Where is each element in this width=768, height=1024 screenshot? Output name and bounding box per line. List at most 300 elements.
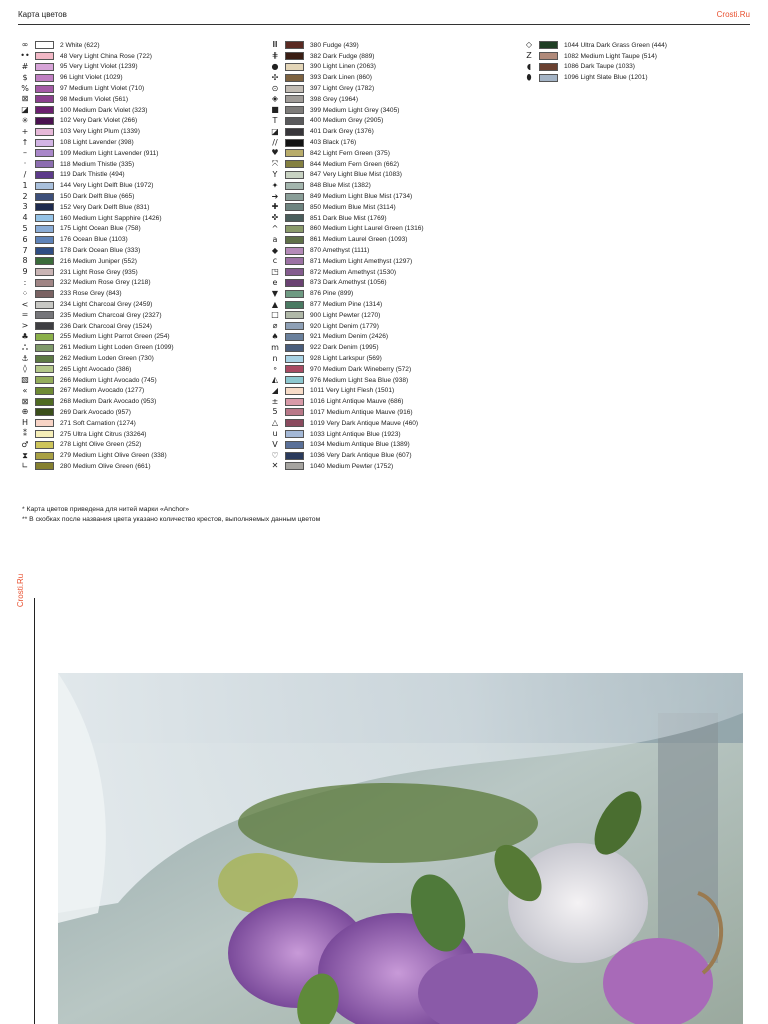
color-key-row xyxy=(268,126,513,137)
color-key-row xyxy=(18,202,253,213)
thread-color-label: 393 Dark Linen (860) xyxy=(310,74,372,82)
thread-color-label: 860 Medium Light Laurel Green (1316) xyxy=(310,225,424,233)
thread-color-label: 861 Medium Laurel Green (1093) xyxy=(310,236,408,244)
color-key-row xyxy=(268,439,513,450)
thread-color-label: 150 Dark Delft Blue (665) xyxy=(60,193,135,201)
stitch-symbol: ⤧ xyxy=(271,159,279,169)
thread-color-label: 900 Light Pewter (1270) xyxy=(310,311,381,319)
stitch-symbol: ▧ xyxy=(21,375,29,385)
thread-color-swatch xyxy=(35,365,54,373)
thread-color-swatch xyxy=(285,322,304,330)
color-key-column-1 xyxy=(18,40,253,472)
thread-color-swatch xyxy=(285,290,304,298)
thread-color-swatch xyxy=(35,387,54,395)
color-key-row xyxy=(18,450,253,461)
color-key-row xyxy=(18,148,253,159)
thread-color-swatch xyxy=(35,268,54,276)
lilac-painting-preview xyxy=(58,673,743,1024)
color-key-row xyxy=(268,450,513,461)
thread-color-swatch xyxy=(285,441,304,449)
thread-color-label: 398 Grey (1964) xyxy=(310,95,359,103)
thread-color-label: 851 Dark Blue Mist (1769) xyxy=(310,214,387,222)
thread-color-swatch xyxy=(285,85,304,93)
thread-color-label: 877 Medium Pine (1314) xyxy=(310,301,383,309)
margin-divider xyxy=(34,598,35,1024)
thread-color-label: 976 Medium Light Sea Blue (938) xyxy=(310,376,409,384)
stitch-symbol: •• xyxy=(20,51,30,61)
stitch-symbol: ♡ xyxy=(271,450,279,460)
color-key-row xyxy=(268,407,513,418)
color-key-row xyxy=(268,288,513,299)
stitch-symbol: ♥ xyxy=(271,148,279,158)
thread-color-swatch xyxy=(35,106,54,114)
stitch-symbol: Y xyxy=(272,169,278,179)
thread-color-swatch xyxy=(285,95,304,103)
stitch-symbol: 6 xyxy=(22,234,28,244)
stitch-symbol: ♣ xyxy=(21,331,29,341)
thread-color-swatch xyxy=(35,193,54,201)
stitch-symbol: c xyxy=(272,256,278,266)
stitch-symbol: ↑ xyxy=(21,137,29,147)
stitch-symbol: ∘ xyxy=(272,364,278,374)
thread-color-label: 1019 Very Dark Antique Mauve (460) xyxy=(310,419,419,427)
stitch-symbol: ⊠ xyxy=(21,94,29,104)
thread-color-swatch xyxy=(285,160,304,168)
stitch-symbol: ✣ xyxy=(271,72,279,82)
stitch-symbol: ^ xyxy=(271,223,279,233)
color-key-row xyxy=(18,137,253,148)
color-key-row xyxy=(268,353,513,364)
thread-color-label: 397 Light Grey (1782) xyxy=(310,85,375,93)
thread-color-swatch xyxy=(285,236,304,244)
color-key-row xyxy=(18,461,253,472)
color-key-row xyxy=(18,126,253,137)
thread-color-swatch xyxy=(35,376,54,384)
thread-color-label: 96 Light Violet (1029) xyxy=(60,74,123,82)
stitch-symbol: ∟ xyxy=(21,461,29,471)
thread-color-swatch xyxy=(35,257,54,265)
thread-color-label: 871 Medium Light Amethyst (1297) xyxy=(310,257,413,265)
thread-color-label: 236 Dark Charcoal Grey (1524) xyxy=(60,322,152,330)
thread-color-swatch xyxy=(285,419,304,427)
stitch-symbol: ◈ xyxy=(271,94,279,104)
thread-color-swatch xyxy=(35,344,54,352)
color-key-row xyxy=(268,40,513,51)
footnotes xyxy=(22,505,320,525)
thread-color-label: 928 Light Larkspur (569) xyxy=(310,355,382,362)
page-header xyxy=(18,8,750,25)
color-key-row xyxy=(18,245,253,256)
stitch-symbol: 1 xyxy=(22,180,28,190)
thread-color-label: 848 Blue Mist (1382) xyxy=(310,182,371,190)
stitch-symbol: ⋕ xyxy=(271,51,279,61)
color-key-row xyxy=(18,267,253,278)
thread-color-label: 1017 Medium Antique Mauve (916) xyxy=(310,408,413,416)
stitch-symbol: □ xyxy=(271,310,279,320)
color-key-row xyxy=(268,224,513,235)
stitch-symbol: m xyxy=(271,342,279,352)
color-key-row xyxy=(18,299,253,310)
stitch-symbol: $ xyxy=(22,72,28,82)
thread-color-label: 152 Very Dark Delft Blue (831) xyxy=(60,203,150,211)
thread-color-swatch xyxy=(285,257,304,265)
color-key-row xyxy=(268,116,513,127)
stitch-symbol: 8 xyxy=(22,256,28,266)
thread-color-label: 262 Medium Loden Green (730) xyxy=(60,355,154,362)
thread-color-swatch xyxy=(35,41,54,49)
color-key-row xyxy=(268,396,513,407)
stitch-symbol: : xyxy=(23,277,27,287)
stitch-symbol: ± xyxy=(271,396,279,406)
stitch-symbol: ◆ xyxy=(271,245,279,255)
thread-color-label: 390 Light Linen (2063) xyxy=(310,63,376,71)
thread-color-swatch xyxy=(35,441,54,449)
stitch-symbol: ∞ xyxy=(21,40,29,50)
thread-color-swatch xyxy=(539,52,558,60)
stitch-symbol: 5 xyxy=(272,407,278,417)
thread-color-swatch xyxy=(35,63,54,71)
stitch-symbol: ◖ xyxy=(526,61,532,71)
thread-color-swatch xyxy=(35,128,54,136)
stitch-symbol: ✦ xyxy=(271,180,279,190)
thread-color-swatch xyxy=(285,193,304,201)
thread-color-label: 97 Medium Light Violet (710) xyxy=(60,85,145,93)
thread-color-swatch xyxy=(285,41,304,49)
color-key-row xyxy=(268,256,513,267)
thread-color-swatch xyxy=(35,117,54,125)
stitch-symbol: ✕ xyxy=(271,461,279,471)
stitch-symbol: ஃ xyxy=(21,342,29,352)
color-key-row xyxy=(268,299,513,310)
thread-color-swatch xyxy=(285,279,304,287)
thread-color-swatch xyxy=(285,408,304,416)
thread-color-swatch xyxy=(285,128,304,136)
thread-color-swatch xyxy=(35,408,54,416)
color-key-row xyxy=(268,213,513,224)
thread-color-label: 267 Medium Avocado (1277) xyxy=(60,387,145,395)
thread-color-label: 280 Medium Olive Green (661) xyxy=(60,462,151,470)
thread-color-label: 231 Light Rose Grey (935) xyxy=(60,268,138,276)
color-key-row xyxy=(268,461,513,472)
stitch-symbol: ➔ xyxy=(271,191,279,201)
thread-color-label: 266 Medium Light Avocado (745) xyxy=(60,376,157,384)
color-key-row xyxy=(522,51,752,62)
thread-color-label: 403 Black (176) xyxy=(310,139,357,147)
stitch-symbol: / xyxy=(23,169,27,179)
stitch-symbol: % xyxy=(21,83,29,93)
color-key-row xyxy=(18,375,253,386)
thread-color-swatch xyxy=(35,279,54,287)
thread-color-label: 850 Medium Blue Mist (3114) xyxy=(310,203,396,211)
stitch-symbol: ◪ xyxy=(21,105,29,115)
thread-color-label: 876 Pine (899) xyxy=(310,290,354,298)
thread-color-swatch xyxy=(35,419,54,427)
thread-color-swatch xyxy=(285,311,304,319)
thread-color-label: 870 Amethyst (1111) xyxy=(310,247,370,255)
thread-color-swatch xyxy=(35,171,54,179)
thread-color-swatch xyxy=(285,398,304,406)
stitch-symbol: ◳ xyxy=(271,267,279,277)
stitch-symbol: ⬮ xyxy=(526,72,532,82)
thread-color-label: 873 Dark Amethyst (1056) xyxy=(310,279,387,287)
thread-color-swatch xyxy=(35,311,54,319)
color-key-row xyxy=(18,159,253,170)
color-key-row xyxy=(18,180,253,191)
thread-color-label: 1044 Ultra Dark Grass Green (444) xyxy=(564,41,667,49)
color-key-row xyxy=(268,170,513,181)
stitch-symbol: ✜ xyxy=(271,213,279,223)
thread-color-swatch xyxy=(35,160,54,168)
stitch-symbol: ◪ xyxy=(271,126,279,136)
thread-color-swatch xyxy=(285,203,304,211)
color-key-row xyxy=(18,364,253,375)
stitch-symbol: ✳ xyxy=(21,115,29,125)
thread-color-label: 1011 Very Light Flesh (1501) xyxy=(310,387,395,395)
thread-color-swatch xyxy=(35,322,54,330)
color-key-row xyxy=(268,332,513,343)
thread-color-swatch xyxy=(35,203,54,211)
stitch-symbol: △ xyxy=(271,418,279,428)
stitch-symbol: n xyxy=(272,353,278,363)
stitch-symbol: ▲ xyxy=(271,299,279,309)
thread-color-label: 278 Light Olive Green (252) xyxy=(60,441,142,449)
stitch-symbol: ♠ xyxy=(271,331,279,341)
thread-color-label: 118 Medium Thistle (335) xyxy=(60,160,135,168)
stitch-symbol: ◇ xyxy=(525,40,533,50)
thread-color-swatch xyxy=(35,95,54,103)
stitch-symbol: 5 xyxy=(22,223,28,233)
thread-color-swatch xyxy=(35,214,54,222)
color-key-row xyxy=(268,159,513,170)
thread-color-label: 401 Dark Grey (1376) xyxy=(310,128,374,136)
thread-color-label: 271 Soft Carnation (1274) xyxy=(60,419,136,427)
stitch-symbol: ⧗ xyxy=(22,450,28,460)
thread-color-swatch xyxy=(35,236,54,244)
color-key-row xyxy=(268,72,513,83)
thread-color-label: 255 Medium Light Parrot Green (254) xyxy=(60,333,170,341)
thread-color-label: 921 Medium Denim (2426) xyxy=(310,333,389,341)
thread-color-label: 95 Very Light Violet (1239) xyxy=(60,63,138,71)
stitch-symbol: ◊ xyxy=(23,364,27,374)
thread-color-swatch xyxy=(285,182,304,190)
thread-color-label: 160 Medium Light Sapphire (1426) xyxy=(60,214,162,222)
stitch-symbol: a xyxy=(272,234,278,244)
color-key-row xyxy=(18,353,253,364)
thread-color-label: 108 Light Lavender (398) xyxy=(60,139,134,147)
thread-color-swatch xyxy=(539,41,558,49)
thread-color-swatch xyxy=(539,74,558,82)
thread-color-swatch xyxy=(285,301,304,309)
color-key-row xyxy=(18,310,253,321)
color-key-row xyxy=(18,429,253,440)
thread-color-label: 1096 Light Slate Blue (1201) xyxy=(564,74,648,82)
thread-color-swatch xyxy=(35,74,54,82)
stitch-symbol: u xyxy=(272,429,278,439)
thread-color-swatch xyxy=(285,225,304,233)
thread-color-swatch xyxy=(285,106,304,114)
thread-color-swatch xyxy=(285,247,304,255)
stitch-symbol: ⊠ xyxy=(21,396,29,406)
color-key-row xyxy=(268,137,513,148)
color-key-row xyxy=(268,310,513,321)
stitch-symbol: 7 xyxy=(22,245,28,255)
thread-color-label: 399 Medium Light Grey (3405) xyxy=(310,106,400,114)
color-key-row xyxy=(268,148,513,159)
color-key-row xyxy=(268,83,513,94)
thread-color-swatch xyxy=(35,290,54,298)
footnote-brand: * Карта цветов приведена для нитей марки «Anchor» xyxy=(22,506,190,513)
thread-color-swatch xyxy=(35,149,54,157)
thread-color-label: 872 Medium Amethyst (1530) xyxy=(310,268,397,276)
color-key-row xyxy=(18,224,253,235)
thread-color-swatch xyxy=(35,430,54,438)
thread-color-label: 119 Dark Thistle (494) xyxy=(60,171,125,179)
stitch-symbol: ⁘ xyxy=(21,288,29,298)
thread-color-swatch xyxy=(285,117,304,125)
color-key-row xyxy=(522,40,752,51)
color-key-row xyxy=(18,72,253,83)
thread-color-swatch xyxy=(285,63,304,71)
thread-color-swatch xyxy=(35,452,54,460)
thread-color-label: 1033 Light Antique Blue (1923) xyxy=(310,430,401,438)
thread-color-swatch xyxy=(35,225,54,233)
thread-color-label: 849 Medium Light Blue Mist (1734) xyxy=(310,193,413,201)
thread-color-label: 233 Rose Grey (843) xyxy=(60,290,122,298)
color-key-row xyxy=(18,256,253,267)
thread-color-label: 400 Medium Grey (2905) xyxy=(310,117,384,125)
thread-color-swatch xyxy=(285,344,304,352)
stitch-symbol: < xyxy=(21,299,29,309)
thread-color-label: 109 Medium Light Lavender (911) xyxy=(60,149,159,157)
color-key-row xyxy=(522,72,752,83)
thread-color-label: 176 Ocean Blue (1103) xyxy=(60,236,128,244)
color-key-row xyxy=(268,278,513,289)
thread-color-swatch xyxy=(539,63,558,71)
color-key-row xyxy=(18,386,253,397)
stitch-symbol: 4 xyxy=(22,213,28,223)
color-key-row xyxy=(268,364,513,375)
thread-color-label: 234 Light Charcoal Grey (2459) xyxy=(60,301,153,309)
thread-color-label: 847 Very Light Blue Mist (1083) xyxy=(310,171,402,179)
side-brand xyxy=(14,572,24,612)
thread-color-label: 1036 Very Dark Antique Blue (607) xyxy=(310,452,412,460)
color-key-row xyxy=(268,267,513,278)
thread-color-swatch xyxy=(285,387,304,395)
thread-color-label: 144 Very Light Delft Blue (1972) xyxy=(60,182,154,190)
stitch-symbol: ◢ xyxy=(271,385,279,395)
thread-color-swatch xyxy=(285,376,304,384)
stitch-symbol: ▼ xyxy=(271,288,279,298)
stitch-symbol: T xyxy=(272,115,278,125)
stitch-symbol: e xyxy=(272,277,278,287)
color-key-row xyxy=(18,170,253,181)
color-key-row xyxy=(18,51,253,62)
color-key-row xyxy=(268,375,513,386)
stitch-symbol: ■ xyxy=(271,105,279,115)
color-key-row xyxy=(18,407,253,418)
thread-color-label: 269 Dark Avocado (957) xyxy=(60,408,131,416)
thread-color-swatch xyxy=(35,398,54,406)
color-key-row xyxy=(268,342,513,353)
color-key-column-2 xyxy=(268,40,513,472)
thread-color-label: 232 Medium Rose Grey (1218) xyxy=(60,279,151,287)
thread-color-label: 920 Light Denim (1779) xyxy=(310,322,379,330)
thread-color-swatch xyxy=(285,149,304,157)
thread-color-label: 922 Dark Denim (1995) xyxy=(310,344,379,352)
color-key-row xyxy=(18,321,253,332)
thread-color-label: 175 Light Ocean Blue (758) xyxy=(60,225,141,233)
thread-color-swatch xyxy=(285,268,304,276)
thread-color-label: 98 Medium Violet (561) xyxy=(60,95,129,103)
thread-color-swatch xyxy=(285,139,304,147)
color-key-row xyxy=(18,332,253,343)
thread-color-swatch xyxy=(285,355,304,363)
thread-color-label: 1040 Medium Pewter (1752) xyxy=(310,462,394,470)
thread-color-label: 382 Dark Fudge (889) xyxy=(310,52,375,60)
color-key-row xyxy=(268,386,513,397)
thread-color-swatch xyxy=(35,301,54,309)
stitch-symbol: Ⅲ xyxy=(272,40,278,50)
brand-link[interactable]: Crosti.Ru xyxy=(716,10,750,19)
color-key-row xyxy=(18,213,253,224)
color-key-row xyxy=(18,234,253,245)
stitch-symbol: + xyxy=(21,126,29,136)
thread-color-swatch xyxy=(285,430,304,438)
thread-color-label: 842 Light Fern Green (375) xyxy=(310,149,390,157)
stitch-symbol: V xyxy=(272,439,278,449)
thread-color-label: 103 Very Light Plum (1339) xyxy=(60,128,140,136)
color-key-row xyxy=(18,105,253,116)
stitch-symbol: · xyxy=(23,159,27,169)
thread-color-label: 1016 Light Antique Mauve (686) xyxy=(310,398,404,406)
thread-color-swatch xyxy=(35,139,54,147)
stitch-symbol: ⊕ xyxy=(21,407,29,417)
stitch-symbol: ● xyxy=(271,61,279,71)
color-key-row xyxy=(18,342,253,353)
thread-color-swatch xyxy=(35,182,54,190)
stitch-symbol: ◭ xyxy=(271,375,279,385)
stitch-symbol: ⁑ xyxy=(23,429,27,439)
color-key-row xyxy=(268,105,513,116)
color-key-row xyxy=(268,234,513,245)
side-brand-text: Crosti.Ru xyxy=(16,573,26,608)
stitch-symbol: ⌀ xyxy=(272,321,278,331)
thread-color-label: 1082 Medium Light Taupe (514) xyxy=(564,52,657,60)
color-key-row xyxy=(268,94,513,105)
color-key-row xyxy=(18,396,253,407)
thread-color-swatch xyxy=(35,85,54,93)
stitch-symbol: ⊙ xyxy=(271,83,279,93)
color-key-row xyxy=(268,202,513,213)
stitch-symbol: ⚓ xyxy=(21,353,29,363)
stitch-symbol: // xyxy=(272,137,278,147)
thread-color-label: 2 White (622) xyxy=(60,41,100,49)
color-key-row xyxy=(18,278,253,289)
color-key-row xyxy=(268,245,513,256)
stitch-symbol: # xyxy=(21,61,29,71)
stitch-symbol: 3 xyxy=(22,202,28,212)
thread-color-swatch xyxy=(35,247,54,255)
thread-color-swatch xyxy=(285,74,304,82)
color-key-row xyxy=(268,321,513,332)
color-key-row xyxy=(18,62,253,73)
thread-color-swatch xyxy=(35,355,54,363)
thread-color-label: 178 Dark Ocean Blue (333) xyxy=(60,247,141,255)
thread-color-swatch xyxy=(285,333,304,341)
stitch-symbol: « xyxy=(22,385,28,395)
stitch-symbol: H xyxy=(21,418,28,428)
color-key-row xyxy=(268,180,513,191)
